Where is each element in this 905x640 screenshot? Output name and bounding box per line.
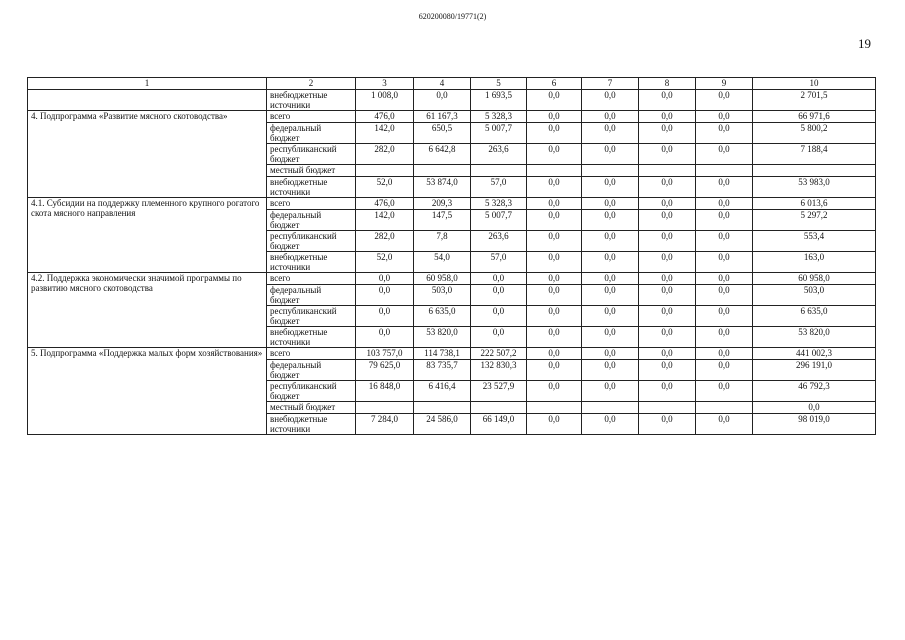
- funding-source-cell: всего: [267, 198, 356, 210]
- value-cell: 0,0: [527, 348, 582, 360]
- value-cell: 57,0: [471, 177, 527, 198]
- funding-source-cell: внебюджетные источники: [267, 90, 356, 111]
- value-cell: 0,0: [527, 198, 582, 210]
- value-cell: 0,0: [639, 210, 696, 231]
- value-cell: [582, 402, 639, 414]
- value-cell: 282,0: [356, 144, 414, 165]
- value-cell: 0,0: [696, 360, 753, 381]
- value-cell: 0,0: [639, 177, 696, 198]
- value-cell: 0,0: [696, 144, 753, 165]
- value-cell: 0,0: [356, 285, 414, 306]
- value-cell: 0,0: [639, 348, 696, 360]
- value-cell: 24 586,0: [414, 414, 471, 435]
- value-cell: 0,0: [582, 285, 639, 306]
- value-cell: 0,0: [639, 231, 696, 252]
- value-cell: 0,0: [696, 210, 753, 231]
- column-header: 2: [267, 78, 356, 90]
- funding-source-cell: всего: [267, 111, 356, 123]
- value-cell: 5 007,7: [471, 210, 527, 231]
- value-cell: 0,0: [696, 198, 753, 210]
- value-cell: 61 167,3: [414, 111, 471, 123]
- value-cell: 0,0: [527, 306, 582, 327]
- value-cell: 60 958,0: [414, 273, 471, 285]
- value-cell: 0,0: [582, 198, 639, 210]
- value-cell: 0,0: [639, 273, 696, 285]
- column-header: 9: [696, 78, 753, 90]
- value-cell: 6 416,4: [414, 381, 471, 402]
- value-cell: [639, 402, 696, 414]
- funding-source-cell: республиканский бюджет: [267, 306, 356, 327]
- value-cell: 0,0: [639, 111, 696, 123]
- value-cell: 263,6: [471, 231, 527, 252]
- column-header: 7: [582, 78, 639, 90]
- value-cell: 0,0: [696, 414, 753, 435]
- funding-source-cell: федеральный бюджет: [267, 285, 356, 306]
- funding-source-cell: местный бюджет: [267, 165, 356, 177]
- budget-table: [27, 77, 876, 435]
- value-cell: 0,0: [527, 144, 582, 165]
- value-cell: 53 983,0: [753, 177, 876, 198]
- value-cell: 222 507,2: [471, 348, 527, 360]
- value-cell: 0,0: [696, 111, 753, 123]
- funding-source-cell: внебюджетные источники: [267, 327, 356, 348]
- value-cell: 0,0: [696, 285, 753, 306]
- value-cell: 0,0: [356, 273, 414, 285]
- value-cell: 1 008,0: [356, 90, 414, 111]
- funding-source-cell: всего: [267, 348, 356, 360]
- value-cell: 0,0: [527, 90, 582, 111]
- value-cell: 0,0: [639, 285, 696, 306]
- value-cell: 98 019,0: [753, 414, 876, 435]
- value-cell: 0,0: [639, 252, 696, 273]
- value-cell: 79 625,0: [356, 360, 414, 381]
- value-cell: 142,0: [356, 123, 414, 144]
- value-cell: 0,0: [414, 90, 471, 111]
- value-cell: 0,0: [582, 123, 639, 144]
- table-row: [28, 273, 876, 285]
- value-cell: [527, 165, 582, 177]
- table-row: [28, 111, 876, 123]
- value-cell: 0,0: [527, 285, 582, 306]
- value-cell: 7 284,0: [356, 414, 414, 435]
- value-cell: [414, 165, 471, 177]
- value-cell: 53 820,0: [753, 327, 876, 348]
- value-cell: 0,0: [639, 144, 696, 165]
- value-cell: 0,0: [471, 306, 527, 327]
- value-cell: 103 757,0: [356, 348, 414, 360]
- value-cell: 0,0: [527, 273, 582, 285]
- funding-source-cell: республиканский бюджет: [267, 381, 356, 402]
- funding-source-cell: республиканский бюджет: [267, 144, 356, 165]
- value-cell: 132 830,3: [471, 360, 527, 381]
- value-cell: 0,0: [582, 231, 639, 252]
- value-cell: 296 191,0: [753, 360, 876, 381]
- value-cell: 0,0: [696, 381, 753, 402]
- value-cell: 0,0: [696, 231, 753, 252]
- value-cell: 52,0: [356, 252, 414, 273]
- column-header: 6: [527, 78, 582, 90]
- value-cell: 0,0: [582, 273, 639, 285]
- value-cell: 5 328,3: [471, 111, 527, 123]
- page-number: 19: [858, 36, 871, 51]
- value-cell: [471, 165, 527, 177]
- value-cell: 503,0: [414, 285, 471, 306]
- funding-source-cell: внебюджетные источники: [267, 252, 356, 273]
- value-cell: 2 701,5: [753, 90, 876, 111]
- value-cell: 209,3: [414, 198, 471, 210]
- value-cell: 0,0: [356, 327, 414, 348]
- value-cell: 0,0: [696, 306, 753, 327]
- funding-source-cell: внебюджетные источники: [267, 177, 356, 198]
- value-cell: 0,0: [582, 111, 639, 123]
- value-cell: [582, 165, 639, 177]
- value-cell: 0,0: [696, 123, 753, 144]
- funding-source-cell: внебюджетные источники: [267, 414, 356, 435]
- header-row: [28, 78, 876, 90]
- value-cell: 0,0: [582, 360, 639, 381]
- value-cell: 57,0: [471, 252, 527, 273]
- value-cell: [696, 402, 753, 414]
- funding-source-cell: республиканский бюджет: [267, 231, 356, 252]
- program-name-cell: 4.2. Поддержка экономически значимой программы по развитию мясного скотоводства: [28, 273, 267, 348]
- value-cell: 0,0: [527, 414, 582, 435]
- value-cell: 0,0: [639, 327, 696, 348]
- value-cell: 0,0: [582, 144, 639, 165]
- value-cell: 60 958,0: [753, 273, 876, 285]
- value-cell: 282,0: [356, 231, 414, 252]
- value-cell: 6 635,0: [414, 306, 471, 327]
- value-cell: 0,0: [639, 198, 696, 210]
- value-cell: 6 013,6: [753, 198, 876, 210]
- value-cell: 0,0: [527, 210, 582, 231]
- value-cell: 0,0: [582, 252, 639, 273]
- program-name-cell: 4. Подпрограмма «Развитие мясного скотоводства»: [28, 111, 267, 198]
- value-cell: 0,0: [582, 306, 639, 327]
- value-cell: 263,6: [471, 144, 527, 165]
- value-cell: 0,0: [639, 381, 696, 402]
- value-cell: 553,4: [753, 231, 876, 252]
- value-cell: [753, 165, 876, 177]
- value-cell: 83 735,7: [414, 360, 471, 381]
- column-header: 3: [356, 78, 414, 90]
- value-cell: 0,0: [753, 402, 876, 414]
- column-header: 1: [28, 78, 267, 90]
- value-cell: 163,0: [753, 252, 876, 273]
- value-cell: 5 007,7: [471, 123, 527, 144]
- value-cell: [356, 165, 414, 177]
- value-cell: 0,0: [696, 177, 753, 198]
- program-name-cell: 5. Подпрограмма «Поддержка малых форм хозяйствования»: [28, 348, 267, 435]
- value-cell: 0,0: [527, 123, 582, 144]
- value-cell: 0,0: [582, 381, 639, 402]
- value-cell: 0,0: [582, 327, 639, 348]
- value-cell: 54,0: [414, 252, 471, 273]
- table-row: [28, 198, 876, 210]
- value-cell: 503,0: [753, 285, 876, 306]
- value-cell: 0,0: [582, 210, 639, 231]
- value-cell: 476,0: [356, 111, 414, 123]
- value-cell: 46 792,3: [753, 381, 876, 402]
- value-cell: 0,0: [471, 273, 527, 285]
- funding-source-cell: федеральный бюджет: [267, 210, 356, 231]
- table-row: [28, 348, 876, 360]
- value-cell: 23 527,9: [471, 381, 527, 402]
- value-cell: 0,0: [696, 273, 753, 285]
- value-cell: [356, 402, 414, 414]
- column-header: 4: [414, 78, 471, 90]
- program-name-cell: 4.1. Субсидии на поддержку племенного крупного рогатого скота мясного направления: [28, 198, 267, 273]
- value-cell: 476,0: [356, 198, 414, 210]
- value-cell: 0,0: [639, 414, 696, 435]
- value-cell: [527, 402, 582, 414]
- value-cell: 0,0: [356, 306, 414, 327]
- value-cell: 16 848,0: [356, 381, 414, 402]
- value-cell: 1 693,5: [471, 90, 527, 111]
- value-cell: 0,0: [582, 348, 639, 360]
- value-cell: 142,0: [356, 210, 414, 231]
- value-cell: 0,0: [527, 327, 582, 348]
- value-cell: 0,0: [471, 285, 527, 306]
- value-cell: 650,5: [414, 123, 471, 144]
- document-id: 620200080/19771(2): [418, 12, 487, 21]
- value-cell: 147,5: [414, 210, 471, 231]
- column-header: 8: [639, 78, 696, 90]
- value-cell: 5 800,2: [753, 123, 876, 144]
- value-cell: [471, 402, 527, 414]
- value-cell: 0,0: [527, 360, 582, 381]
- value-cell: 5 328,3: [471, 198, 527, 210]
- value-cell: 6 635,0: [753, 306, 876, 327]
- value-cell: 0,0: [527, 381, 582, 402]
- value-cell: 0,0: [696, 348, 753, 360]
- program-name-cell: [28, 90, 267, 111]
- value-cell: 0,0: [527, 252, 582, 273]
- value-cell: 7,8: [414, 231, 471, 252]
- value-cell: 0,0: [639, 360, 696, 381]
- value-cell: 0,0: [527, 111, 582, 123]
- value-cell: 66 149,0: [471, 414, 527, 435]
- value-cell: 0,0: [639, 90, 696, 111]
- funding-source-cell: местный бюджет: [267, 402, 356, 414]
- value-cell: [639, 165, 696, 177]
- value-cell: 441 002,3: [753, 348, 876, 360]
- funding-source-cell: федеральный бюджет: [267, 360, 356, 381]
- value-cell: 0,0: [639, 123, 696, 144]
- value-cell: 0,0: [527, 177, 582, 198]
- value-cell: 114 738,1: [414, 348, 471, 360]
- value-cell: 53 820,0: [414, 327, 471, 348]
- column-header: 5: [471, 78, 527, 90]
- value-cell: 53 874,0: [414, 177, 471, 198]
- column-header: 10: [753, 78, 876, 90]
- value-cell: 5 297,2: [753, 210, 876, 231]
- value-cell: 0,0: [696, 327, 753, 348]
- value-cell: [696, 165, 753, 177]
- funding-source-cell: всего: [267, 273, 356, 285]
- funding-source-cell: федеральный бюджет: [267, 123, 356, 144]
- value-cell: 0,0: [696, 252, 753, 273]
- value-cell: 0,0: [639, 306, 696, 327]
- value-cell: 0,0: [582, 177, 639, 198]
- value-cell: 0,0: [582, 90, 639, 111]
- value-cell: 0,0: [582, 414, 639, 435]
- value-cell: 0,0: [696, 90, 753, 111]
- value-cell: 7 188,4: [753, 144, 876, 165]
- value-cell: 66 971,6: [753, 111, 876, 123]
- value-cell: 6 642,8: [414, 144, 471, 165]
- value-cell: 0,0: [471, 327, 527, 348]
- value-cell: 52,0: [356, 177, 414, 198]
- value-cell: 0,0: [527, 231, 582, 252]
- table-body: [28, 90, 876, 435]
- value-cell: [414, 402, 471, 414]
- table-row: [28, 90, 876, 111]
